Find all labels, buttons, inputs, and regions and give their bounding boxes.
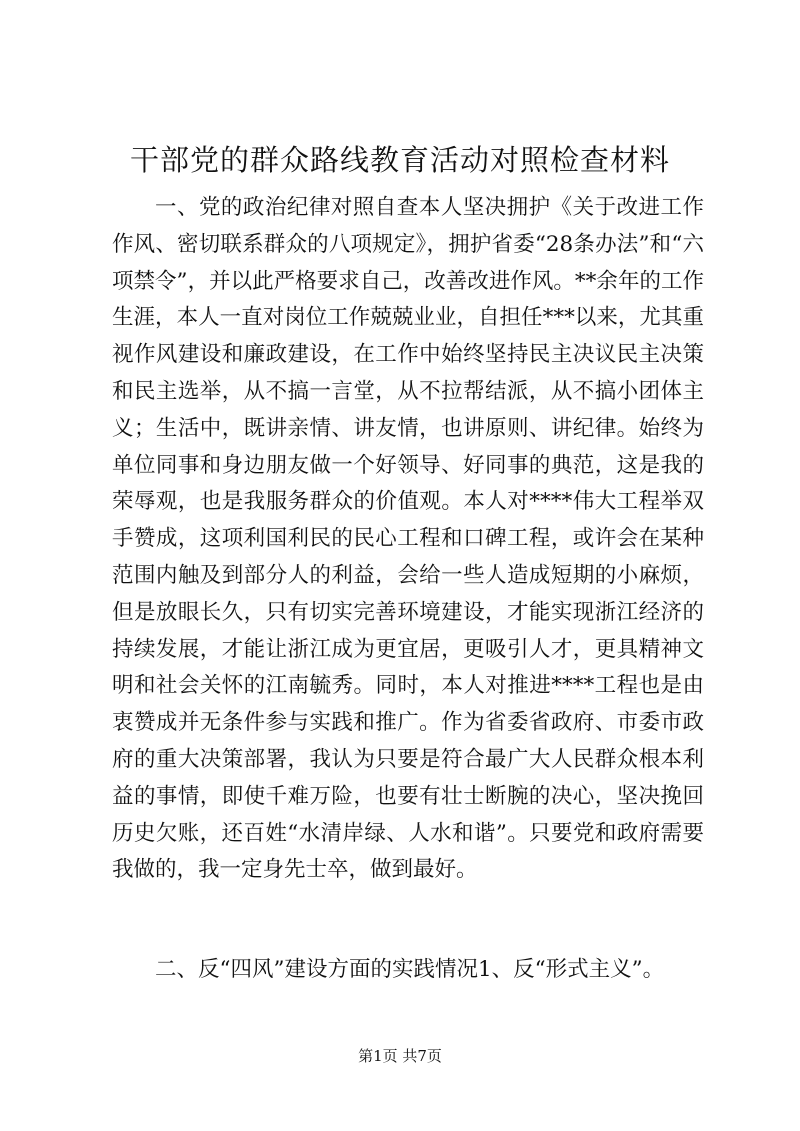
paragraph-2: 二、反“四风”建设方面的实践情况1、反“形式主义”。 xyxy=(155,957,665,982)
paragraph-1: 一、党的政治纪律对照自查本人坚决拥护《关于改进工作作风、密切联系群众的八项规定》，拥护省委“28条办法”和“六项禁令”，并以此严格要求自己，改善改进作风。**余年的工作生涯，本人一直对岗位工作兢兢业业，自担任***以来，尤其重视作风建设和廉政建设，在工作中始终坚持民主决议民主决策和民主选举，从不搞一言堂，从不拉帮结派，从不搞小团体主义；生活中，既讲亲情、讲友情，也讲原则、讲纪律。始终为单位同事和身边朋友做一个好领导、好同事的典范，这是我的荣辱观，也是我服务群众的价值观。本人对****伟大工程举双手赞成，这项利国利民的民心工程和口碑工程，或许会在某种范围内触及到部分人的利益，会给一些人造成短期的小麻烦，但是放眼长久，只有切实完善环境建设，才能实现浙江经济的持续发展，才能让浙江成为更宜居，更吸引人才，更具精神文明和社会关怀的江南毓秀。同时，本人对推进****工程也是由衷赞成并无条件参与实践和推广。作为省委省政府、市委市政府的重大决策部署，我认为只要是符合最广大人民群众根本利益的事情，即使千难万险，也要有壮士断腕的决心，坚决挽回历史欠账，还百姓“水清岸绿、人水和谐”。只要党和政府需要我做的，我一定身先士卒，做到最好。 xyxy=(112,195,704,883)
document-title: 干部党的群众路线教育活动对照检查材料 xyxy=(129,143,670,177)
page-footer: 第1页 共7页 xyxy=(358,1047,442,1065)
